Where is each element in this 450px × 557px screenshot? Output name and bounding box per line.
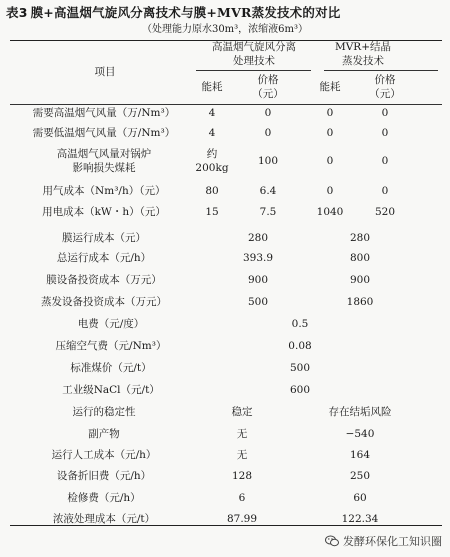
- header-group2-line1: MVR+结晶: [334, 41, 392, 53]
- common-row-value: 500: [289, 362, 311, 374]
- row-label: 需要低温烟气风量（万/Nm³）: [32, 127, 176, 139]
- compare-row-value: 稳定: [231, 406, 253, 418]
- merged-row-value: 280: [349, 232, 371, 244]
- table-number: 表3: [6, 5, 28, 20]
- row-value: 0: [264, 127, 272, 139]
- row-value: 0: [326, 127, 334, 139]
- merged-row-value: 393.9: [242, 252, 274, 264]
- table-subtitle: （处理能力原水30m³，浓缩液6m³）: [141, 24, 309, 35]
- watermark-text: 发酵环保化工知识圈: [343, 535, 442, 548]
- row-value: 1040: [316, 206, 344, 218]
- row-value: 0: [381, 107, 389, 119]
- common-row-value: 0.5: [291, 318, 309, 330]
- row-value: 200kg: [195, 162, 229, 174]
- compare-row-value: 122.34: [341, 513, 379, 525]
- merged-row-value: 900: [247, 274, 269, 286]
- row-value: 约: [206, 148, 218, 160]
- header-energy-1: 能耗: [201, 81, 223, 93]
- header-divider-left: [196, 70, 311, 71]
- header-bottom-rule: [10, 104, 442, 105]
- watermark: [325, 533, 442, 549]
- row-value: 0: [381, 127, 389, 139]
- merged-row-value: 500: [247, 296, 269, 308]
- compare-row-label: 运行人工成本（元/h）: [51, 449, 157, 461]
- compare-row-label: 设备折旧费（元/h）: [56, 470, 152, 482]
- header-group1-line2: 处理技术: [233, 55, 275, 67]
- merged-row-label: 膜运行成本（元）: [62, 232, 146, 244]
- merged-row-value: 1860: [346, 296, 374, 308]
- row-value: 0: [381, 155, 389, 167]
- header-group1-line1: 高温烟气旋风分离: [212, 41, 296, 53]
- header-item: 项目: [94, 66, 116, 78]
- header-group2-line2: 蒸发技术: [342, 55, 384, 67]
- header-price-1-line2: （元）: [252, 88, 284, 100]
- compare-row-label: 运行的稳定性: [72, 406, 136, 418]
- compare-row-value: 存在结垢风险: [328, 406, 392, 418]
- compare-row-value: 无: [236, 428, 248, 440]
- merged-row-label: 膜设备投资成本（万元）: [46, 274, 162, 286]
- compare-row-label: 浓液处理成本（元/t）: [52, 513, 156, 525]
- wechat-icon: [325, 535, 339, 547]
- header-price-2-line2: （元）: [369, 88, 401, 100]
- row-value: 0: [264, 107, 272, 119]
- row-value: 0: [326, 185, 334, 197]
- row-value: 4: [208, 127, 216, 139]
- row-value: 7.5: [259, 206, 277, 218]
- compare-row-value: 128: [231, 470, 253, 482]
- common-row-value: 0.08: [288, 340, 312, 352]
- row-value: 520: [374, 206, 396, 218]
- row-value: 100: [257, 155, 279, 167]
- row-label: 影响损失煤耗: [72, 162, 136, 174]
- common-row-label: 工业级NaCl（元/t）: [62, 384, 160, 396]
- common-row-value: 600: [289, 384, 311, 396]
- merged-row-value: 280: [247, 232, 269, 244]
- merged-row-label: 蒸发设备投资成本（万元）: [41, 296, 167, 308]
- compare-row-value: 87.99: [226, 513, 258, 525]
- common-row-label: 电费（元/度）: [77, 318, 145, 330]
- row-label: 需要高温烟气风量（万/Nm³）: [32, 107, 176, 119]
- header-price-2-line1: 价格: [374, 74, 396, 86]
- table-title-text: 膜+高温烟气旋风分离技术与膜+MVR蒸发技术的对比: [30, 5, 341, 20]
- row-value: 15: [205, 206, 219, 218]
- compare-row-label: 检修费（元/h）: [67, 492, 141, 504]
- compare-row-value: 164: [349, 449, 371, 461]
- compare-row-value: −540: [345, 428, 375, 440]
- header-energy-2: 能耗: [319, 81, 341, 93]
- header-divider-right: [324, 70, 438, 71]
- table-title: [6, 3, 446, 21]
- compare-row-value: 6: [238, 492, 246, 504]
- merged-row-label: 总运行成本（元/h）: [56, 252, 152, 264]
- row-value: 0: [326, 107, 334, 119]
- compare-row-label: 副产物: [88, 428, 120, 440]
- row-label: 用电成本（kW・h）（元）: [42, 206, 166, 218]
- header-price-1-line1: 价格: [257, 74, 279, 86]
- row-label: 高温烟气风量对锅炉: [56, 148, 152, 160]
- merged-row-value: 900: [349, 274, 371, 286]
- common-row-label: 压缩空气费（元/Nm³）: [55, 340, 167, 352]
- compare-row-value: 60: [353, 492, 367, 504]
- merged-row-value: 800: [349, 252, 371, 264]
- row-value: 0: [326, 155, 334, 167]
- compare-row-value: 无: [236, 449, 248, 461]
- common-row-label: 标准煤价（元/t）: [70, 362, 152, 374]
- row-value: 4: [208, 107, 216, 119]
- compare-row-value: 250: [349, 470, 371, 482]
- row-value: 80: [205, 185, 219, 197]
- row-value: 6.4: [259, 185, 277, 197]
- row-label: 用气成本（Nm³/h）（元）: [42, 185, 166, 197]
- row-value: 0: [381, 185, 389, 197]
